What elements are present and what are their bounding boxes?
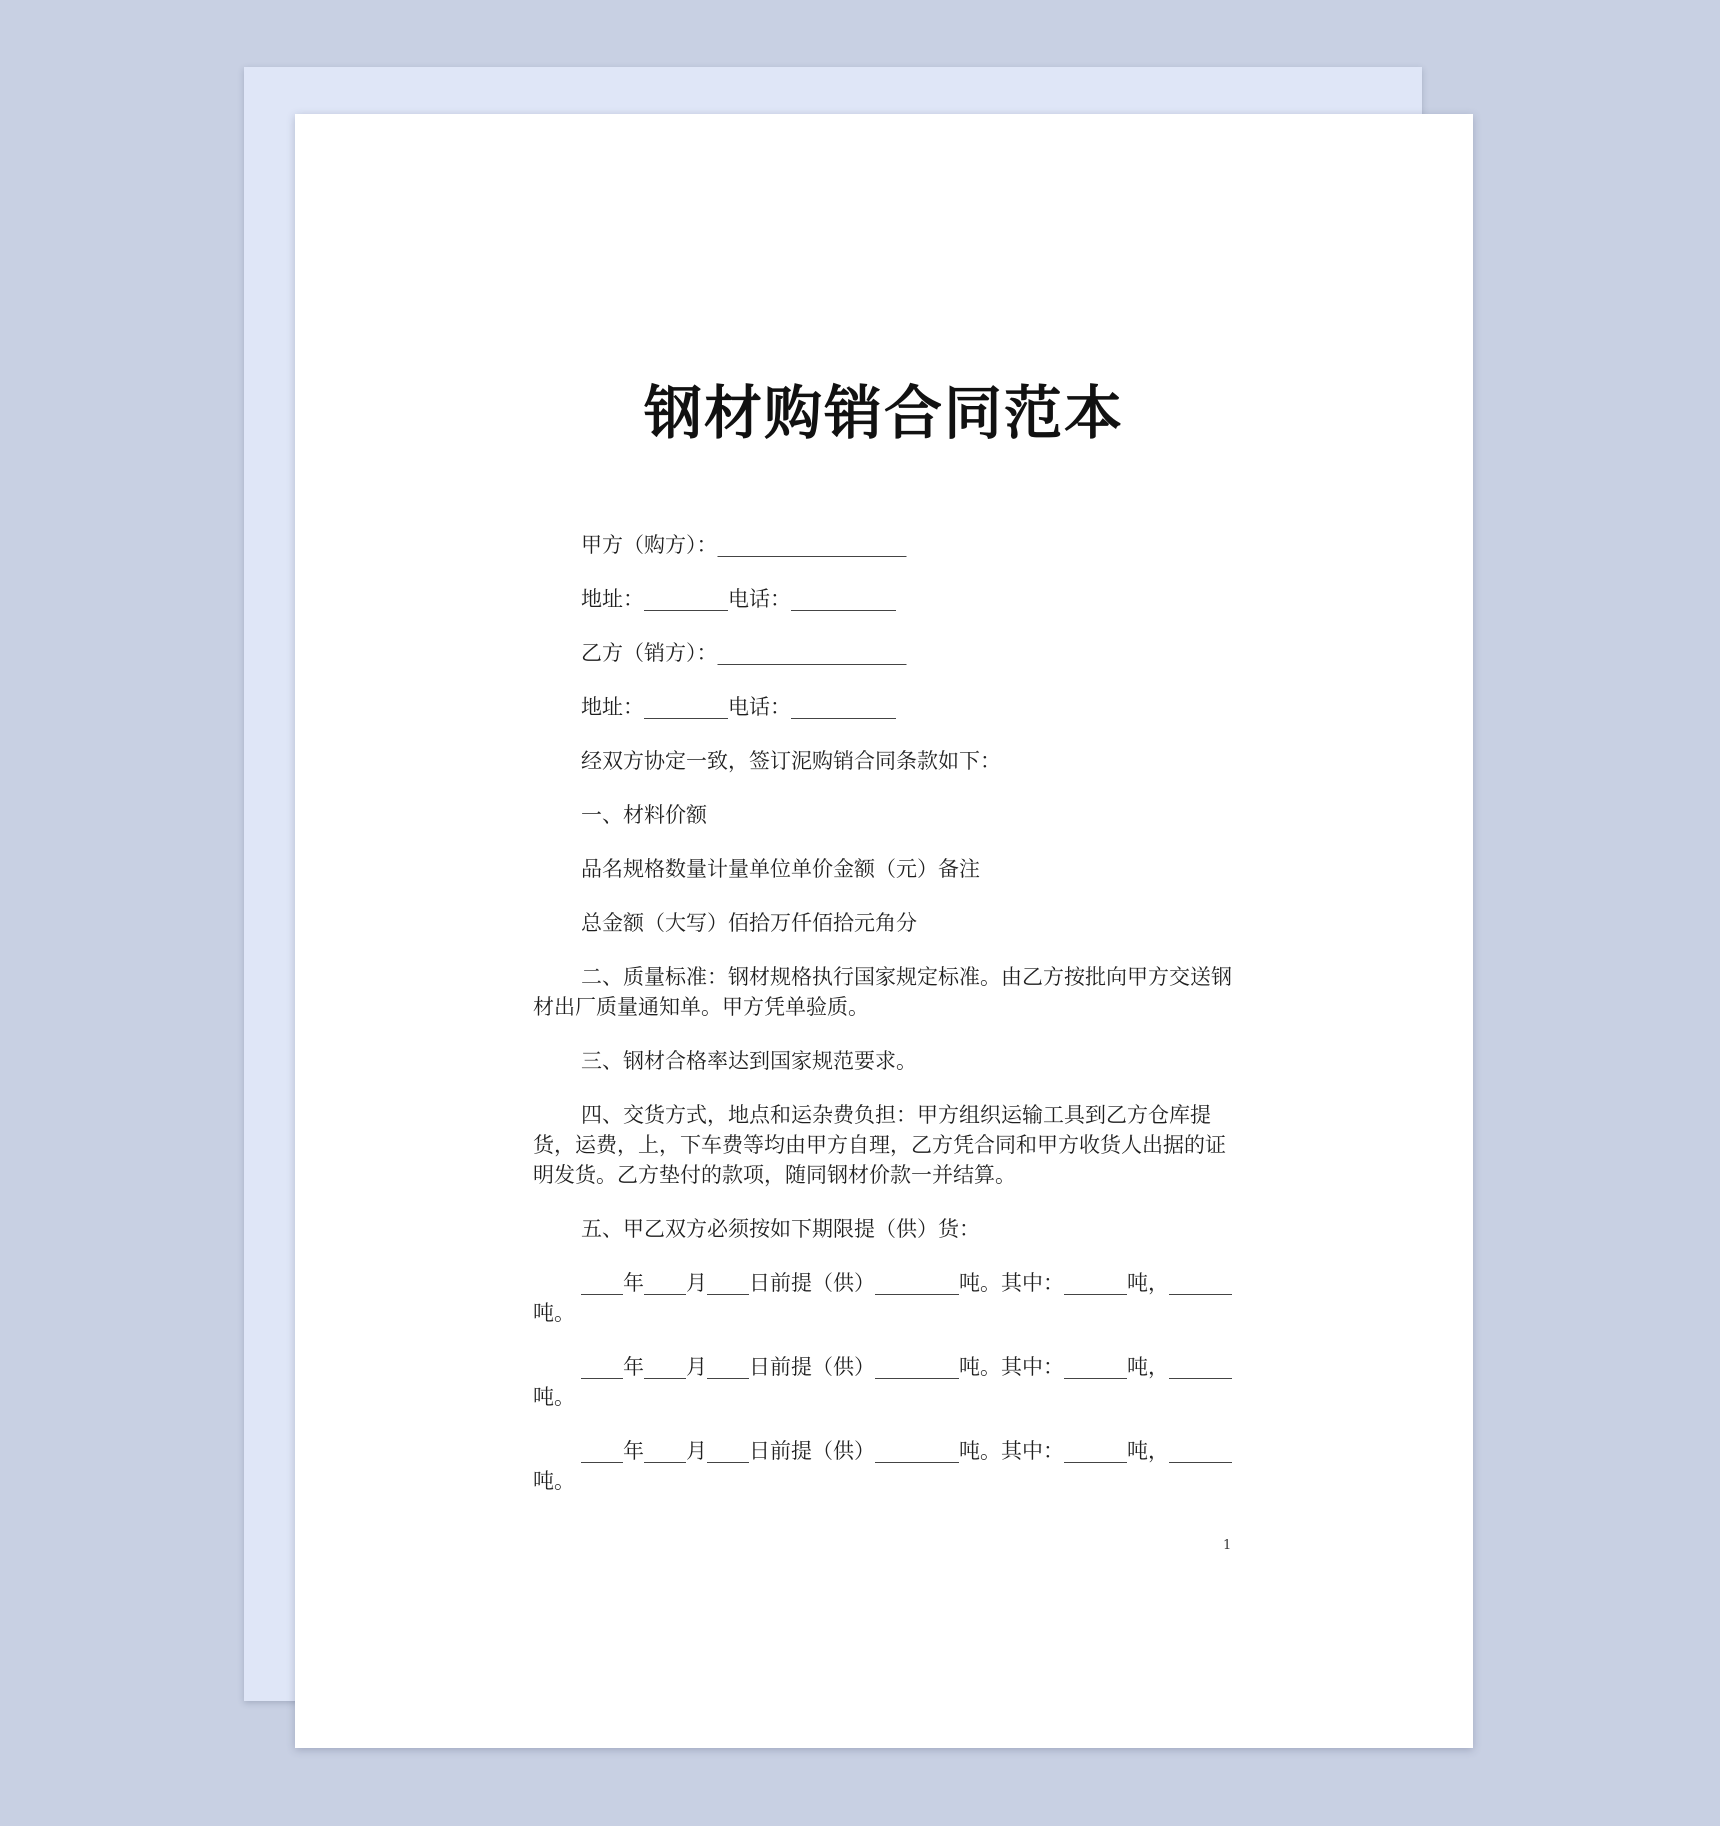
party-a-address-line: 地址：________电话：__________ [581,587,896,611]
section-2-quality: 二、质量标准：钢材规格执行国家规定标准。由乙方按批向甲方交送钢材出厂质量通知单。甲方凭单验质。 [533,965,1232,1019]
agreement-intro: 经双方协定一致，签订泥购销合同条款如下： [581,749,1001,773]
section-5-heading: 五、甲乙双方必须按如下期限提（供）货： [581,1217,980,1241]
section-4-delivery: 四、交货方式，地点和运杂费负担：甲方组织运输工具到乙方仓库提货，运费，上，下车费等均由甲方自理，乙方凭合同和甲方收货人出据的证明发货。乙方垫付的款项，随同钢材价款一并结算。 [533,1103,1226,1187]
delivery-schedule-line: ____年____月____日前提（供）________吨。其中：______吨，______吨。 [533,1439,1232,1493]
party-a-line: 甲方（购方）：__________________ [581,533,907,557]
document-page [295,114,1473,1748]
table-header-line: 品名规格数量计量单位单价金额（元）备注 [581,857,980,881]
page-number: 1 [1223,1538,1232,1553]
delivery-schedule-line: ____年____月____日前提（供）________吨。其中：______吨，______吨。 [533,1271,1232,1325]
party-b-address-line: 地址：________电话：__________ [581,695,896,719]
party-b-line: 乙方（销方）：__________________ [581,641,907,665]
total-amount-line: 总金额（大写）佰拾万仟佰拾元角分 [581,911,917,935]
section-1-heading: 一、材料价额 [581,803,707,827]
section-3-qualification: 三、钢材合格率达到国家规范要求。 [581,1049,917,1073]
delivery-schedule-line: ____年____月____日前提（供）________吨。其中：______吨，______吨。 [533,1355,1232,1409]
document-title: 钢材购销合同范本 [643,379,1124,447]
